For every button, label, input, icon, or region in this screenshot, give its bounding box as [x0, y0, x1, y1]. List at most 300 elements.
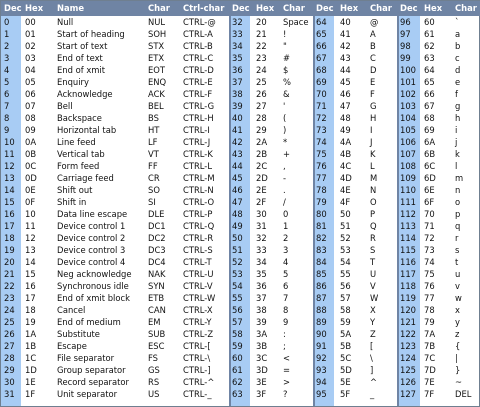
- table-row: [1, 292, 230, 304]
- table-cell: Device control 3: [57, 245, 126, 255]
- table-cell: 24: [4, 305, 15, 315]
- table-cell: CTRL-]: [183, 365, 211, 375]
- table-cell: 10: [4, 137, 15, 147]
- table-cell: 78: [424, 305, 435, 315]
- table-cell: 45: [232, 173, 243, 183]
- table-row: [398, 208, 480, 220]
- table-cell: 0D: [25, 173, 37, 183]
- table-cell: 55: [340, 269, 351, 279]
- table-row: [230, 244, 314, 256]
- table-cell: 68: [424, 113, 435, 123]
- table-cell: 30: [4, 377, 15, 387]
- table-cell: 95: [316, 389, 327, 399]
- table-row: [314, 280, 398, 292]
- table-cell: 77: [316, 173, 327, 183]
- table-cell: BS: [148, 113, 159, 123]
- table-cell: 115: [400, 245, 416, 255]
- table-cell: 39: [256, 317, 267, 327]
- column-header: Dec: [232, 3, 250, 13]
- table-row: [398, 328, 480, 340]
- table-row: [314, 136, 398, 148]
- table-cell: 22: [256, 41, 267, 51]
- table-cell: DC3: [148, 245, 166, 255]
- table-cell: 3C: [256, 353, 268, 363]
- column-header: Hex: [256, 3, 275, 13]
- table-cell: N: [370, 185, 377, 195]
- table-cell: K: [370, 149, 376, 159]
- table-cell: 61: [232, 365, 243, 375]
- table-row: [398, 172, 480, 184]
- table-cell: >: [283, 377, 291, 387]
- table-row: [398, 160, 480, 172]
- table-cell: 6: [283, 281, 289, 291]
- table-cell: 7A: [424, 329, 436, 339]
- table-row: [1, 196, 230, 208]
- column-header: Dec: [316, 3, 334, 13]
- table-cell: 72: [424, 233, 435, 243]
- table-cell: CTRL-M: [183, 173, 215, 183]
- table-cell: 83: [316, 245, 327, 255]
- table-cell: 1: [283, 221, 289, 231]
- table-cell: Enquiry: [57, 77, 89, 87]
- table-cell: CTRL-\: [183, 353, 211, 363]
- table-cell: 06: [25, 89, 36, 99]
- table-cell: 47: [340, 101, 351, 111]
- table-cell: CTRL-R: [183, 233, 214, 243]
- table-cell: .: [283, 185, 286, 195]
- column-header: Hex: [424, 3, 443, 13]
- table-cell: Substitute: [57, 329, 100, 339]
- table-cell: 125: [400, 365, 416, 375]
- table-cell: 4E: [340, 185, 351, 195]
- table-cell: 8: [283, 305, 289, 315]
- table-cell: |: [455, 353, 458, 363]
- table-cell: 4A: [340, 137, 352, 147]
- table-cell: 117: [400, 269, 416, 279]
- table-cell: 2: [4, 41, 10, 51]
- table-cell: 102: [400, 89, 416, 99]
- table-cell: L: [370, 161, 375, 171]
- table-row: [398, 352, 480, 364]
- table-row: [314, 292, 398, 304]
- table-cell: SO: [148, 185, 160, 195]
- table-cell: 89: [316, 317, 327, 327]
- table-cell: I: [370, 125, 373, 135]
- table-cell: 112: [400, 209, 416, 219]
- table-cell: &: [283, 89, 290, 99]
- table-cell: E: [370, 77, 376, 87]
- table-cell: ': [283, 101, 286, 111]
- table-row: [230, 328, 314, 340]
- table-cell: 5: [283, 269, 289, 279]
- table-row: [314, 148, 398, 160]
- table-row: [314, 64, 398, 76]
- table-cell: H: [370, 113, 377, 123]
- table-cell: G: [370, 101, 377, 111]
- table-cell: 57: [340, 293, 351, 303]
- table-cell: 28: [256, 113, 267, 123]
- table-row: [230, 208, 314, 220]
- table-row: [314, 376, 398, 388]
- table-cell: HT: [148, 125, 160, 135]
- table-cell: 4: [4, 65, 10, 75]
- table-cell: r: [455, 233, 459, 243]
- table-cell: 05: [25, 77, 36, 87]
- table-cell: 12: [25, 233, 36, 243]
- table-row: [230, 256, 314, 268]
- table-cell: 33: [232, 29, 243, 39]
- table-row: [398, 304, 480, 316]
- table-cell: 30: [256, 209, 267, 219]
- table-row: [230, 304, 314, 316]
- table-cell: 15: [25, 269, 36, 279]
- table-cell: 11: [25, 221, 36, 231]
- table-cell: 54: [232, 281, 243, 291]
- table-cell: 53: [340, 245, 351, 255]
- table-cell: 63: [232, 389, 243, 399]
- table-cell: 21: [256, 29, 267, 39]
- table-cell: 46: [232, 185, 243, 195]
- table-row: [1, 220, 230, 232]
- table-row: [1, 376, 230, 388]
- table-cell: ACK: [148, 89, 165, 99]
- table-cell: 17: [4, 221, 15, 231]
- table-cell: Device control 1: [57, 221, 126, 231]
- table-cell: 3F: [256, 389, 267, 399]
- table-row: [398, 112, 480, 124]
- table-cell: 64: [424, 65, 435, 75]
- table-row: [314, 208, 398, 220]
- table-cell: 71: [316, 101, 327, 111]
- table-cell: 7: [283, 293, 289, 303]
- table-cell: =: [283, 365, 291, 375]
- table-cell: 27: [4, 341, 15, 351]
- table-cell: 98: [400, 41, 411, 51]
- table-row: [398, 280, 480, 292]
- table-cell: R: [370, 233, 376, 243]
- table-cell: 65: [316, 29, 327, 39]
- table-row: [1, 76, 230, 88]
- table-cell: 45: [340, 77, 351, 87]
- table-cell: DC2: [148, 233, 166, 243]
- table-cell: 56: [340, 281, 351, 291]
- table-cell: 14: [25, 257, 36, 267]
- table-cell: 107: [400, 149, 416, 159]
- table-cell: 6B: [424, 149, 436, 159]
- table-cell: CTRL-C: [183, 53, 214, 63]
- table-cell: }: [455, 365, 461, 375]
- table-cell: ESC: [148, 341, 165, 351]
- table-cell: Group separator: [57, 365, 126, 375]
- table-cell: 75: [316, 149, 327, 159]
- table-cell: 4C: [340, 161, 352, 171]
- table-cell: m: [455, 173, 464, 183]
- table-row: [398, 340, 480, 352]
- table-row: [230, 196, 314, 208]
- table-row: [314, 196, 398, 208]
- table-cell: 63: [424, 53, 435, 63]
- table-cell: 41: [340, 29, 351, 39]
- table-cell: 22: [4, 281, 15, 291]
- table-cell: CTRL-D: [183, 65, 214, 75]
- table-cell: V: [370, 281, 376, 291]
- table-cell: y: [455, 317, 460, 327]
- table-cell: 31: [256, 221, 267, 231]
- table-cell: 33: [256, 245, 267, 255]
- table-cell: 84: [316, 257, 327, 267]
- table-cell: 7F: [424, 389, 435, 399]
- table-row: [1, 244, 230, 256]
- table-cell: 59: [232, 341, 243, 351]
- table-cell: RS: [148, 377, 160, 387]
- table-cell: 5: [4, 77, 10, 87]
- table-cell: F: [370, 89, 375, 99]
- table-row: [314, 40, 398, 52]
- table-cell: $: [283, 65, 289, 75]
- table-cell: Escape: [57, 341, 87, 351]
- table-cell: 2D: [256, 173, 268, 183]
- table-cell: 0: [4, 17, 10, 27]
- table-cell: 19: [25, 317, 36, 327]
- table-row: [398, 184, 480, 196]
- table-cell: 53: [232, 269, 243, 279]
- table-cell: 49: [232, 221, 243, 231]
- table-cell: 6A: [424, 137, 436, 147]
- table-cell: 50: [340, 209, 351, 219]
- table-cell: 3A: [256, 329, 268, 339]
- table-row: [398, 28, 480, 40]
- column-header: Char: [455, 3, 477, 13]
- table-cell: 39: [232, 101, 243, 111]
- table-cell: [: [370, 341, 374, 351]
- table-cell: 24: [256, 65, 267, 75]
- table-cell: (: [283, 113, 287, 123]
- table-cell: 42: [232, 137, 243, 147]
- table-cell: 20: [4, 257, 15, 267]
- table-row: [230, 268, 314, 280]
- table-cell: 82: [316, 233, 327, 243]
- table-cell: 6D: [424, 173, 436, 183]
- table-cell: 56: [232, 305, 243, 315]
- table-row: [314, 388, 398, 400]
- table-cell: 35: [256, 269, 267, 279]
- table-cell: 1E: [25, 377, 36, 387]
- table-cell: 1F: [25, 389, 36, 399]
- table-cell: 120: [400, 305, 416, 315]
- table-cell: 73: [316, 125, 327, 135]
- table-cell: 69: [316, 77, 327, 87]
- table-cell: 118: [400, 281, 416, 291]
- table-row: [1, 40, 230, 52]
- table-cell: 7B: [424, 341, 436, 351]
- table-cell: O: [370, 197, 377, 207]
- table-header: [230, 1, 314, 16]
- table-cell: 5E: [340, 377, 351, 387]
- column-header: Name: [57, 3, 85, 13]
- table-cell: U: [370, 269, 377, 279]
- table-cell: 61: [424, 29, 435, 39]
- table-cell: 122: [400, 329, 416, 339]
- table-cell: 26: [256, 89, 267, 99]
- table-cell: 2A: [256, 137, 268, 147]
- table-cell: 93: [316, 365, 327, 375]
- table-cell: CTRL-O: [183, 197, 215, 207]
- table-cell: 32: [232, 17, 243, 27]
- table-cell: 2B: [256, 149, 268, 159]
- table-row: [398, 76, 480, 88]
- table-cell: 44: [232, 161, 243, 171]
- table-cell: 67: [316, 53, 327, 63]
- table-cell: 10: [25, 209, 36, 219]
- table-row: [1, 316, 230, 328]
- table-cell: 51: [232, 245, 243, 255]
- table-cell: 43: [232, 149, 243, 159]
- table-row: [1, 280, 230, 292]
- table-cell: 3: [4, 53, 10, 63]
- table-row: [398, 256, 480, 268]
- table-cell: 48: [232, 209, 243, 219]
- table-row: [314, 232, 398, 244]
- table-cell: g: [455, 101, 461, 111]
- table-cell: ]: [370, 365, 374, 375]
- table-cell: ~: [455, 377, 463, 387]
- table-cell: 5B: [340, 341, 352, 351]
- table-row: [398, 316, 480, 328]
- table-cell: 96: [400, 17, 411, 27]
- table-cell: CTRL-P: [183, 209, 213, 219]
- table-row: [230, 16, 314, 28]
- table-row: [1, 28, 230, 40]
- table-cell: t: [455, 257, 459, 267]
- table-cell: CTRL-V: [183, 281, 213, 291]
- table-cell: x: [455, 305, 460, 315]
- table-row: [314, 160, 398, 172]
- table-cell: 3E: [256, 377, 267, 387]
- table-cell: 38: [256, 305, 267, 315]
- table-cell: 40: [340, 17, 351, 27]
- table-cell: 31: [4, 389, 15, 399]
- table-cell: 108: [400, 161, 416, 171]
- table-row: [398, 64, 480, 76]
- table-cell: p: [455, 209, 461, 219]
- table-cell: 00: [25, 17, 36, 27]
- table-cell: CTRL-T: [183, 257, 212, 267]
- table-cell: 38: [232, 89, 243, 99]
- table-cell: 19: [4, 245, 15, 255]
- table-cell: C: [370, 53, 376, 63]
- table-row: [314, 88, 398, 100]
- table-cell: 73: [424, 245, 435, 255]
- table-row: [398, 376, 480, 388]
- table-cell: ,: [283, 161, 286, 171]
- table-cell: /: [283, 197, 286, 207]
- table-row: [230, 376, 314, 388]
- table-row: [314, 220, 398, 232]
- table-cell: Q: [370, 221, 377, 231]
- table-cell: 01: [25, 29, 36, 39]
- table-cell: e: [455, 77, 461, 87]
- table-cell: !: [283, 29, 287, 39]
- table-cell: 1C: [25, 353, 37, 363]
- table-cell: 0A: [25, 137, 37, 147]
- table-row: [230, 100, 314, 112]
- table-cell: \: [370, 353, 373, 363]
- table-cell: :: [283, 329, 286, 339]
- table-cell: 36: [256, 281, 267, 291]
- table-cell: 4D: [340, 173, 352, 183]
- table-row: [398, 196, 480, 208]
- table-cell: 20: [256, 17, 267, 27]
- table-cell: v: [455, 281, 460, 291]
- table-cell: 69: [424, 125, 435, 135]
- table-cell: CTRL-G: [183, 101, 215, 111]
- table-row: [230, 352, 314, 364]
- table-row: [398, 148, 480, 160]
- table-row: [1, 208, 230, 220]
- table-cell: 64: [316, 17, 327, 27]
- column-header: Dec: [400, 3, 418, 13]
- table-row: [314, 268, 398, 280]
- table-cell: J: [370, 137, 373, 147]
- table-cell: %: [283, 77, 291, 87]
- table-cell: 86: [316, 281, 327, 291]
- table-cell: ETX: [148, 53, 165, 63]
- table-cell: 6C: [424, 161, 436, 171]
- table-cell: DC4: [148, 257, 166, 267]
- table-cell: Y: [370, 317, 376, 327]
- table-cell: Carriage feed: [57, 173, 114, 183]
- table-row: [230, 28, 314, 40]
- table-cell: ;: [283, 341, 286, 351]
- table-cell: Line feed: [57, 137, 96, 147]
- table-cell: 9: [4, 125, 10, 135]
- table-row: [398, 124, 480, 136]
- table-row: [398, 292, 480, 304]
- table-row: [1, 388, 230, 400]
- table-row: [1, 148, 230, 160]
- table-cell: +: [283, 149, 291, 159]
- table-cell: -: [283, 173, 287, 183]
- table-cell: 55: [232, 293, 243, 303]
- table-cell: 42: [340, 41, 351, 51]
- table-cell: 1A: [25, 329, 37, 339]
- table-header: [314, 1, 398, 16]
- table-header: [398, 1, 480, 16]
- table-cell: File separator: [57, 353, 115, 363]
- table-cell: d: [455, 65, 461, 75]
- table-cell: CR: [148, 173, 160, 183]
- table-cell: 127: [400, 389, 416, 399]
- table-cell: 15: [4, 197, 15, 207]
- table-row: [398, 16, 480, 28]
- table-row: [398, 40, 480, 52]
- table-cell: 59: [340, 317, 351, 327]
- table-cell: Cancel: [57, 305, 86, 315]
- table-row: [1, 304, 230, 316]
- table-cell: 74: [316, 137, 327, 147]
- table-row: [1, 100, 230, 112]
- table-cell: 34: [256, 257, 267, 267]
- table-row: [314, 76, 398, 88]
- table-cell: 111: [400, 197, 416, 207]
- table-cell: 7C: [424, 353, 436, 363]
- table-cell: 2F: [256, 197, 267, 207]
- table-cell: CTRL-Y: [183, 317, 212, 327]
- table-row: [230, 232, 314, 244]
- table-cell: 9: [283, 317, 289, 327]
- table-cell: T: [370, 257, 376, 267]
- table-cell: j: [455, 137, 458, 147]
